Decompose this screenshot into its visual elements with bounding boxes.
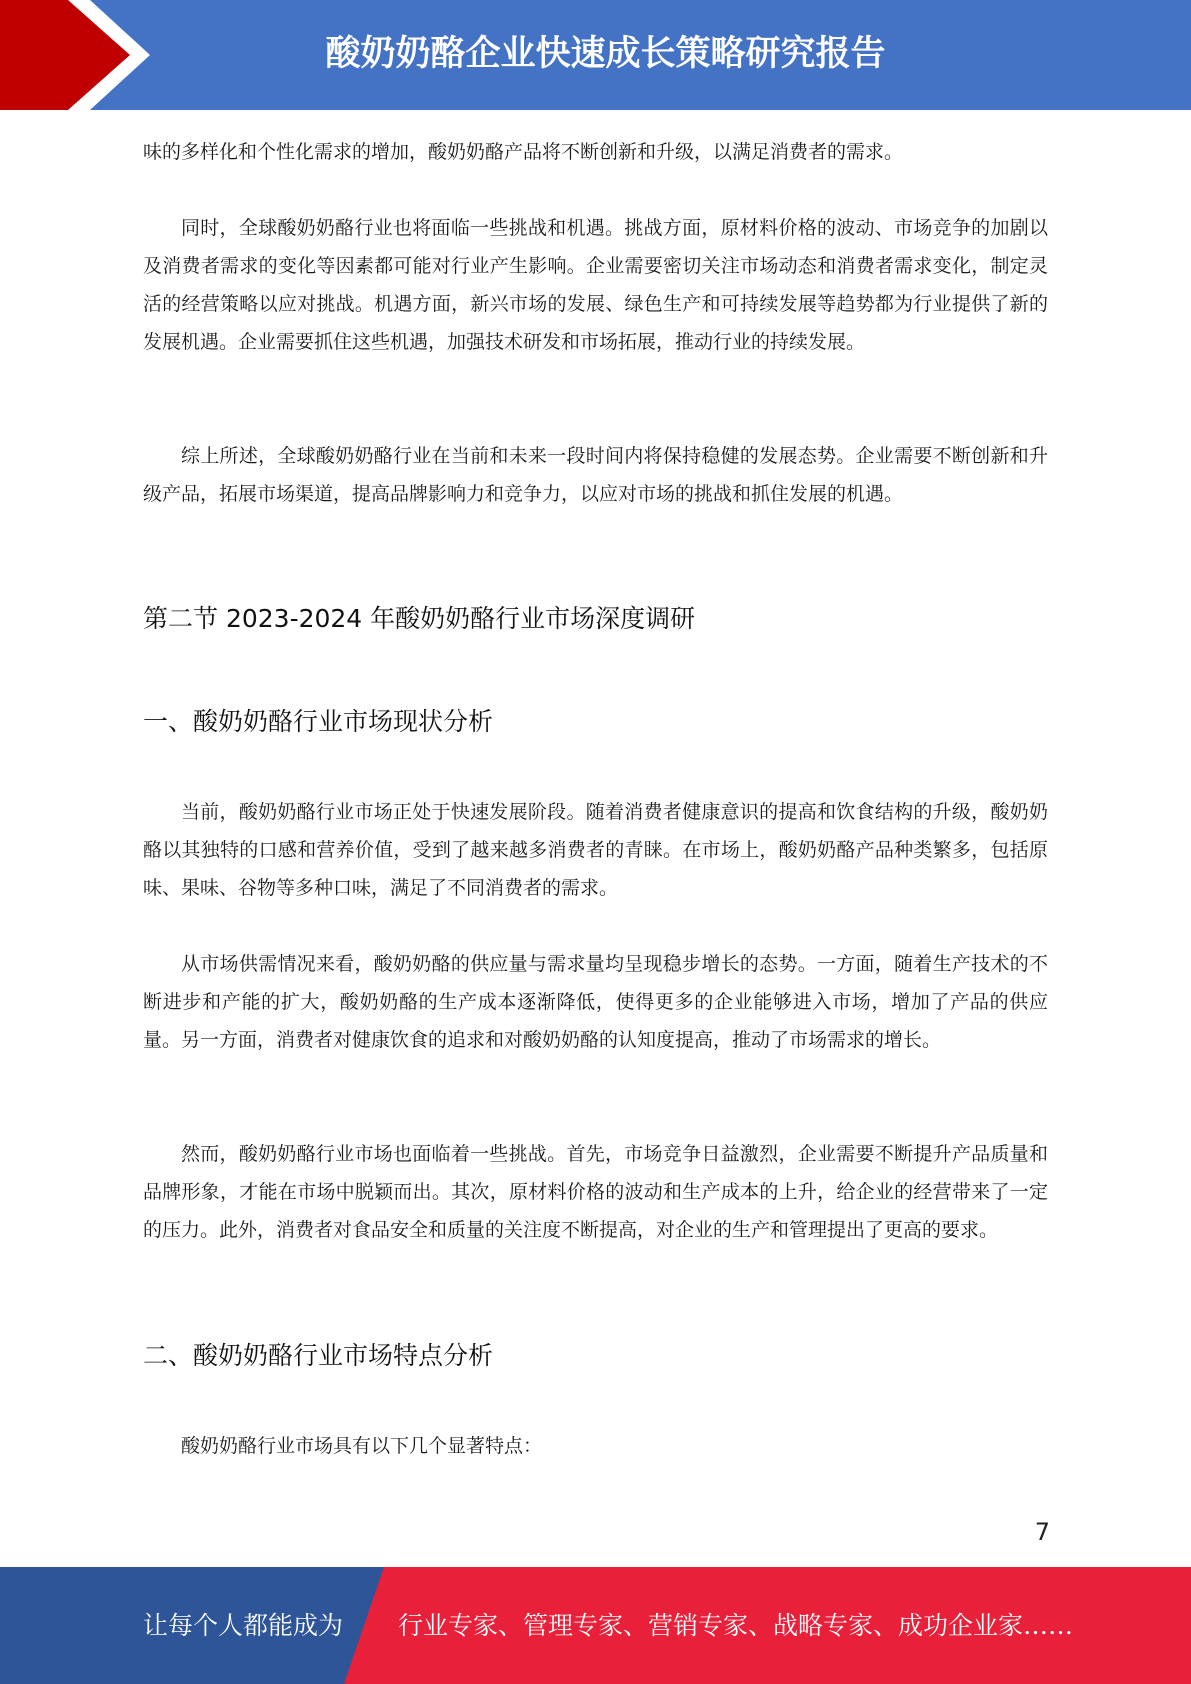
paragraph: 综上所述，全球酸奶奶酪行业在当前和未来一段时间内将保持稳健的发展态势。企业需要不断创新和升级产品，拓展市场渠道，提高品牌影响力和竞争力，以应对市场的挑战和抓住发展的机遇。 [143,445,1048,505]
paragraph: 然而，酸奶奶酪行业市场也面临着一些挑战。首先，市场竞争日益激烈，企业需要不断提升产品质量和品牌形象，才能在市场中脱颖而出。其次，原材料价格的波动和生产成本的上升，给企业的经营带来了一定的压力。此外，消费者对食品安全和质量的关注度不断提高，对企业的生产和管理提出了更高的要求。 [143,1143,1048,1241]
page-header [0,0,1191,110]
page-footer [0,1567,1191,1684]
footer-slogan-left: 让每个人都能成为 [143,1611,344,1640]
paragraph: 味的多样化和个性化需求的增加，酸奶奶酪产品将不断创新和升级，以满足消费者的需求。 [143,141,904,163]
section-heading: 第二节 2023-2024 年酸奶奶酪行业市场深度调研 [143,604,696,633]
page-number: 7 [1034,1518,1050,1546]
paragraph: 从市场供需情况来看，酸奶奶酪的供应量与需求量均呈现稳步增长的态势。一方面，随着生产技术的不断进步和产能的扩大，酸奶奶酪的生产成本逐渐降低，使得更多的企业能够进入市场，增加了产品的供应量。另一方面，消费者对健康饮食的追求和对酸奶奶酪的认知度提高，推动了市场需求的增长。 [143,953,1048,1051]
paragraph: 当前，酸奶奶酪行业市场正处于快速发展阶段。随着消费者健康意识的提高和饮食结构的升级，酸奶奶酪以其独特的口感和营养价值，受到了越来越多消费者的青睐。在市场上，酸奶奶酪产品种类繁多，包括原味、果味、谷物等多种口味，满足了不同消费者的需求。 [143,801,1048,899]
paragraph: 同时，全球酸奶奶酪行业也将面临一些挑战和机遇。挑战方面，原材料价格的波动、市场竞争的加剧以及消费者需求的变化等因素都可能对行业产生影响。企业需要密切关注市场动态和消费者需求变化，制定灵活的经营策略以应对挑战。机遇方面，新兴市场的发展、绿色生产和可持续发展等趋势都为行业提供了新的发展机遇。企业需要抓住这些机遇，加强技术研发和市场拓展，推动行业的持续发展。 [143,217,1048,353]
subsection-heading: 一、酸奶奶酪行业市场现状分析 [143,707,494,736]
subsection-heading: 二、酸奶奶酪行业市场特点分析 [143,1341,494,1370]
report-title: 酸奶奶酪企业快速成长策略研究报告 [325,34,886,74]
paragraph: 酸奶奶酪行业市场具有以下几个显著特点： [181,1435,543,1457]
footer-slogan-right: 行业专家、管理专家、营销专家、战略专家、成功企业家…… [398,1611,1074,1640]
